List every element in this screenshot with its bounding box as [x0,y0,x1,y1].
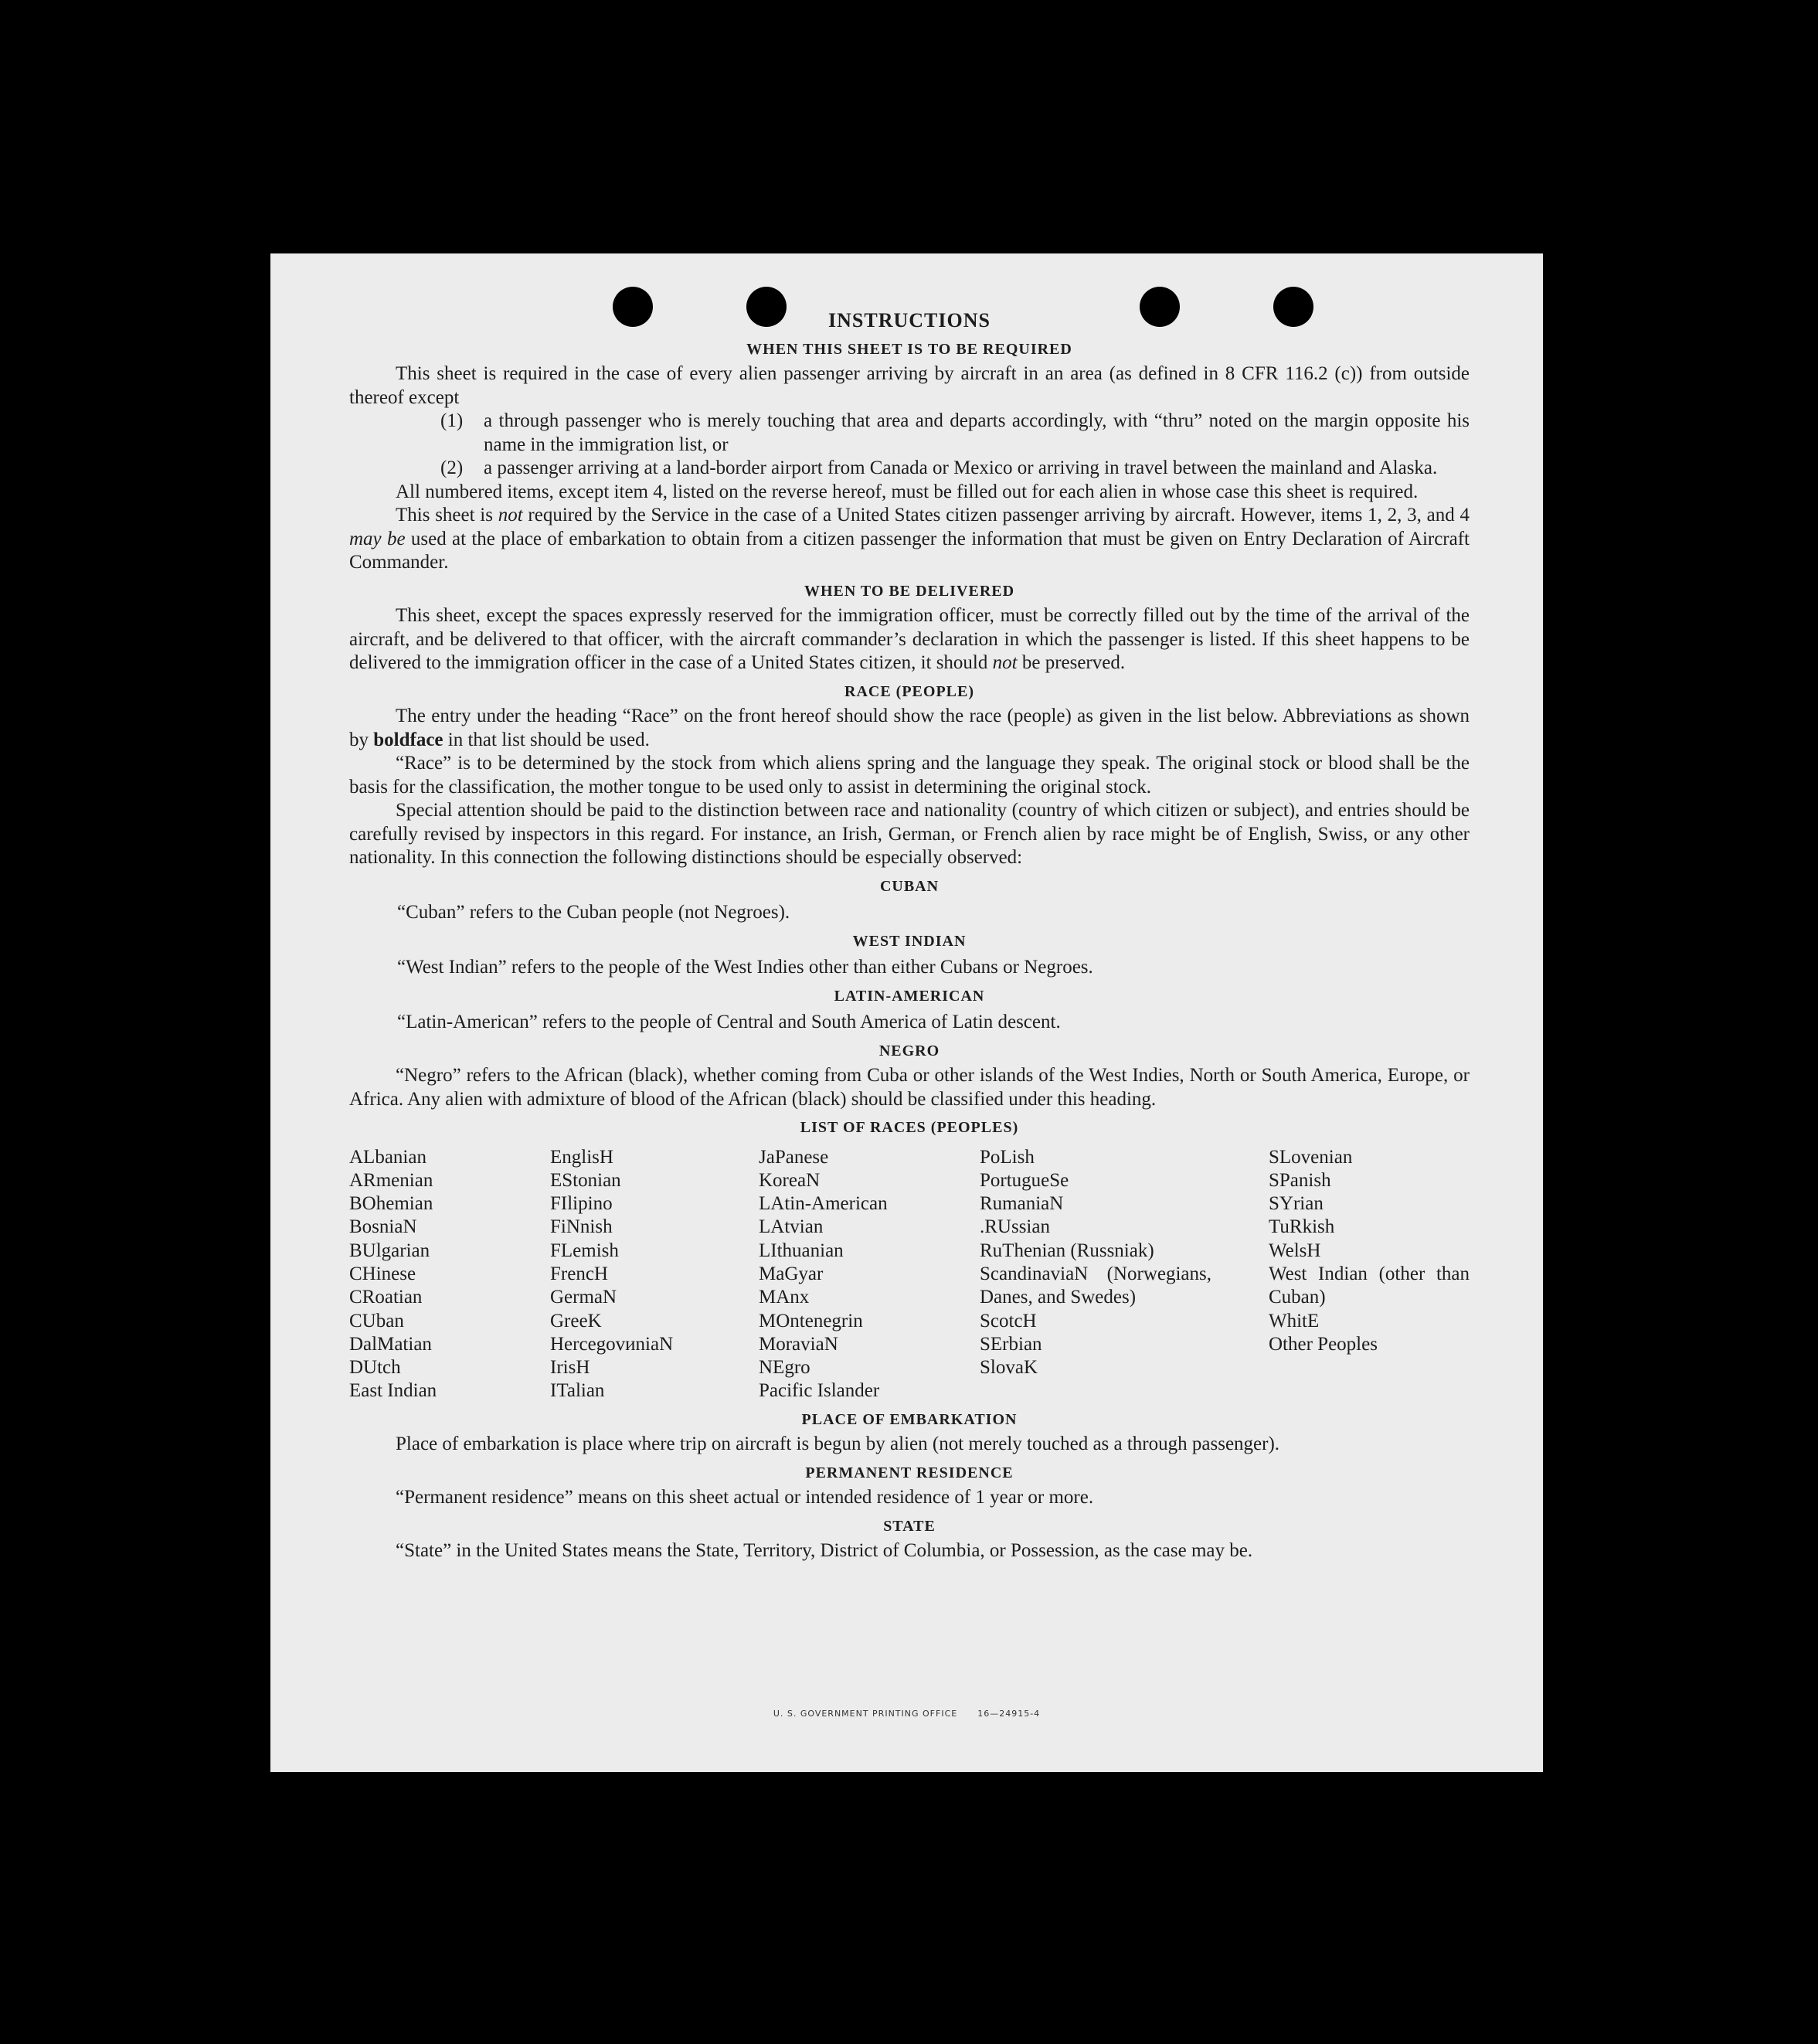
race-item: EnglisH [550,1146,613,1168]
section-heading-negro: NEGRO [878,1042,940,1059]
race-item: RuThenian (Russniak) [980,1240,1154,1261]
race-item: FLemish [550,1240,619,1261]
race-item: SPanish [1269,1169,1331,1191]
section-heading-cuban: CUBAN [879,877,940,895]
race-list [349,1146,1470,1403]
race-item: NEgro [759,1357,810,1379]
section-heading-delivered: WHEN TO BE DELIVERED [804,582,1015,600]
definition-residence: “Permanent residence” means on this sheet actual or intended residence of 1 year or more. [396,1487,1094,1508]
race-item: FIlipino [550,1193,613,1215]
race-item: ScandinaviaN (Norwegians, Danes, and Swedes) [980,1263,1211,1308]
race-item: ARmenian [349,1169,433,1191]
paragraph-race-nationality: Special attention should be paid to the distinction between race and nationality (country of which citizen or subject), and entries should be carefully revised by inspectors in this regard. For instance, an Irish, German, or French alien by race might be of English, Swiss, or any other nationality. In this connection the following distinctions should be especially observed: [349,800,1470,868]
race-item: DUtch [349,1357,401,1379]
race-item: LAtvian [759,1216,824,1238]
race-item: EStonian [550,1169,621,1191]
document-sheet [270,253,1543,1772]
race-item: MAnx [759,1287,810,1308]
definition-negro: “Negro” refers to the African (black), whether coming from Cuba or other islands of the West Indies, North or South America, Europe, or Africa. Any alien with admixture of blood of the African (black) should be classified under this heading. [349,1065,1470,1110]
exception-item [349,457,1470,481]
section-heading-latin-american: LATIN-AMERICAN [834,987,985,1005]
race-item: RumaniaN [980,1193,1064,1215]
race-item: BUlgarian [349,1240,430,1261]
race-column [759,1146,980,1403]
definition-state: “State” in the United States means the State, Territory, District of Columbia, or Possession, as the case may be. [396,1540,1253,1562]
race-item: MOntenegrin [759,1310,863,1331]
race-item: WelsH [1269,1240,1321,1261]
race-column [349,1146,550,1403]
paragraph-required: This sheet is required in the case of every alien passenger arriving by aircraft in an area (as defined in 8 CFR 116.2 (c)) from outside thereof except [349,363,1470,408]
race-item: FrencH [550,1263,608,1284]
race-item: CRoatian [349,1287,423,1308]
race-item: SYrian [1269,1193,1324,1215]
definition-latin-american: “Latin-American” refers to the people of Central and South America of Latin descent. [397,1012,1061,1032]
section-heading-embarkation: PLACE OF EMBARKATION [801,1410,1018,1428]
paragraph-race-stock: “Race” is to be determined by the stock from which aliens spring and the language they speak. The original stock or blood shall be the basis for the classification, the mother tongue to be used only to assist in determining the original stock. [349,753,1470,798]
race-item: DalMatian [349,1333,432,1355]
race-item: MaGyar [759,1263,824,1284]
race-item: TuRkish [1269,1216,1335,1238]
race-item: West Indian (other than Cuban) [1269,1263,1470,1308]
section-heading-race-list: LIST OF RACES (PEOPLES) [800,1119,1019,1136]
form-code: 16—24915-4 [977,1709,1041,1719]
definition-embarkation: Place of embarkation is place where trip on aircraft is begun by alien (not merely touched as a through passenger). [396,1434,1280,1455]
race-item: ITalian [550,1380,605,1402]
race-item: .RUssian [980,1216,1050,1238]
exception-number: (2) [440,457,464,478]
race-item: IrisH [550,1357,590,1379]
section-heading-required: WHEN THIS SHEET IS TO BE REQUIRED [746,340,1072,358]
race-item: Pacific Islander [759,1380,880,1402]
exception-text: a through passenger who is merely touching that area and departs accordingly, with “thru” noted on the margin opposite his name in the immigration list, or [484,410,1470,455]
section-heading-west-indian: WEST INDIAN [852,932,967,950]
section-heading-residence: PERMANENT RESIDENCE [805,1464,1014,1481]
race-item: JaPanese [759,1146,829,1168]
race-item: GermaN [550,1287,617,1308]
race-item: PoLish [980,1146,1035,1168]
race-item: LAtin-American [759,1193,888,1215]
exception-text: a passenger arriving at a land-border airport from Canada or Mexico or arriving in travel between the mainland and Alaska. [484,457,1438,478]
race-column [980,1146,1269,1403]
race-item: WhitE [1269,1310,1320,1331]
race-item: PortugueSe [980,1169,1069,1191]
definition-west-indian: “West Indian” refers to the people of the West Indies other than either Cubans or Negroes. [397,957,1093,978]
race-item: MoraviaN [759,1333,838,1355]
race-item: SErbian [980,1333,1042,1355]
race-item: HercegovиniaN [550,1333,674,1355]
printer-name: U. S. GOVERNMENT PRINTING OFFICE [773,1709,958,1719]
definition-cuban: “Cuban” refers to the Cuban people (not Negroes). [397,902,790,923]
race-item: KoreaN [759,1169,821,1191]
race-column [1269,1146,1470,1403]
race-item: FiNnish [550,1216,613,1238]
race-item: ScotcH [980,1310,1037,1331]
race-item: BosniaN [349,1216,417,1238]
race-item: East Indian [349,1380,437,1402]
section-heading-state: STATE [883,1517,936,1535]
race-item: ALbanian [349,1146,426,1168]
instructions-body [349,309,1470,1563]
paragraph-delivered: This sheet, except the spaces expressly reserved for the immigration officer, must be correctly filled out by the time of the arrival of the aircraft, and be delivered to that officer, with the aircraft commander’s declaration in which the passenger is listed. If this sheet happens to be delivered to the immigration officer in the case of a United States citizen, it should not be preserved. [349,605,1470,673]
race-item: SlovaK [980,1357,1038,1379]
paragraph-citizen: This sheet is not required by the Service in the case of a United States citizen passenger arriving by aircraft. However, items 1, 2, 3, and 4 may be used at the place of embarkation to obtain from a citizen passenger the information that must be given on Entry Declaration of Aircraft Commander. [349,505,1470,573]
race-item: BOhemian [349,1193,433,1215]
race-item: CUban [349,1310,404,1331]
race-item: LIthuanian [759,1240,844,1261]
race-column [550,1146,759,1403]
race-item: GreeK [550,1310,602,1331]
section-heading-race: RACE (PEOPLE) [844,682,974,700]
exception-item [349,410,1470,457]
race-item: CHinese [349,1263,416,1284]
race-item: Other Peoples [1269,1333,1378,1355]
page-title: INSTRUCTIONS [828,309,991,332]
printer-imprint [270,1709,1543,1719]
paragraph-numbered-items: All numbered items, except item 4, listed on the reverse hereof, must be filled out for each alien in whose case this sheet is required. [396,481,1419,502]
exception-number: (1) [440,410,464,431]
race-item: SLovenian [1269,1146,1353,1168]
paragraph-race-entry: The entry under the heading “Race” on the front hereof should show the race (people) as given in the list below. Abbreviations as shown by boldface in that list should be used. [349,706,1470,750]
